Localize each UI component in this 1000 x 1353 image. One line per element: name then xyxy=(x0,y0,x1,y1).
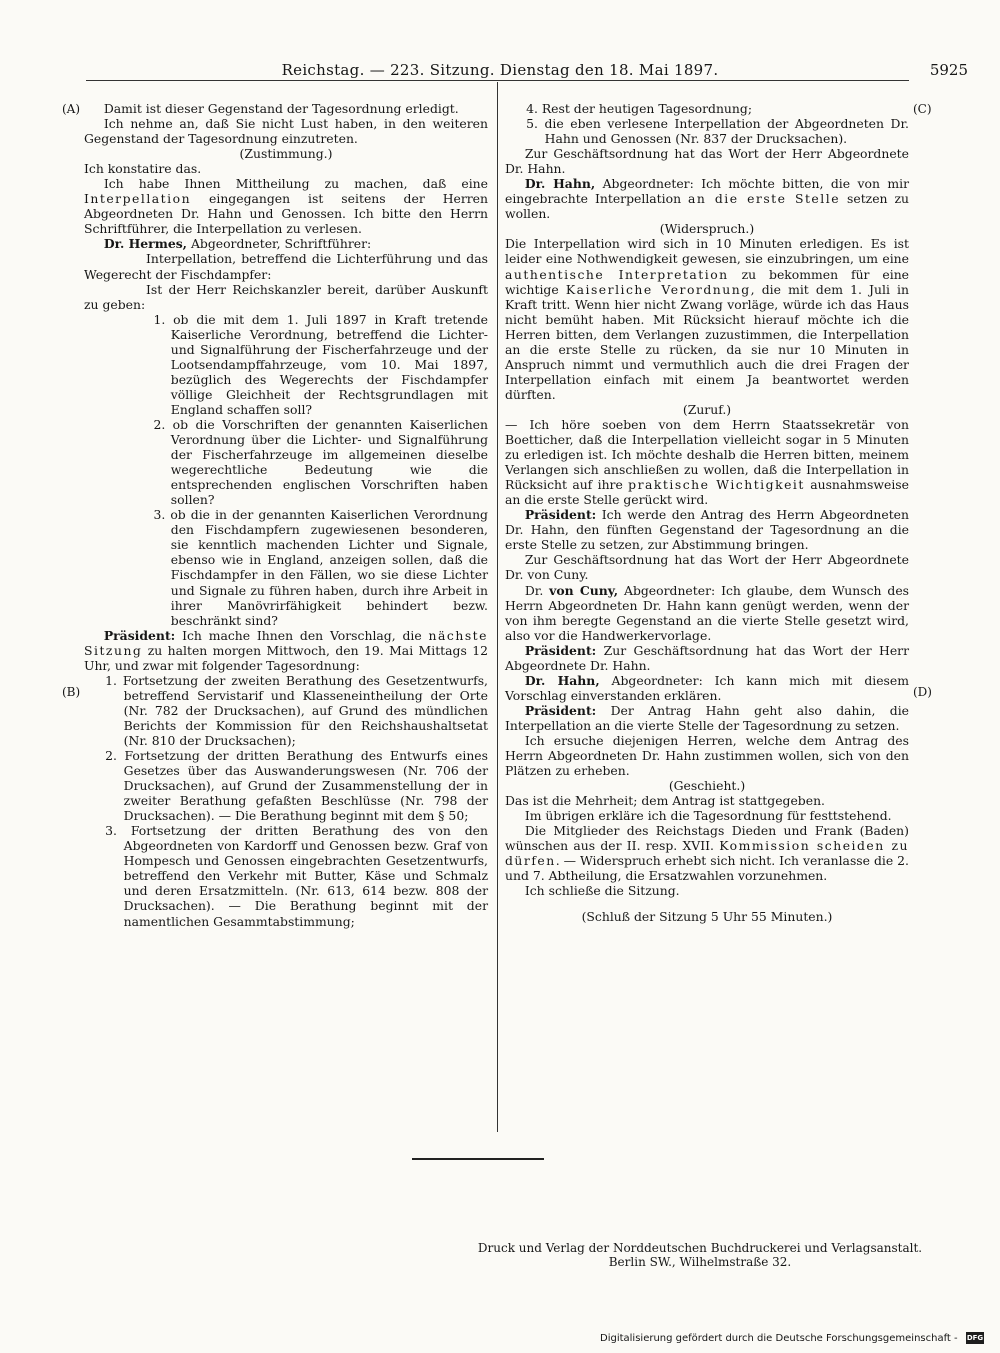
column-divider xyxy=(497,82,498,1132)
paragraph: Im übrigen erkläre ich die Tagesordnung für festtstehend. xyxy=(524,808,892,824)
page-number: 5925 xyxy=(929,61,968,79)
interjection: (Widerspruch.) xyxy=(659,221,755,237)
paragraph: — Ich höre soeben von dem Herrn Staatssekretär von Boetticher, daß die Interpellation vielleicht sogar in 5 Minuten zu erledigen ist. Ich möchte deshalb die Herren bitten, meinem Verlangen sich anschließen zu wollen, daß die Interpellation in Rücksicht auf ihre praktische Wichtigkeit ausnahmsweise an die erste Stelle gerückt wird. xyxy=(505,416,909,508)
left-column xyxy=(84,101,488,929)
imprint xyxy=(470,1241,930,1269)
digitization-note: Digitalisierung gefördert durch die Deutsche Forschungsgemeinschaft - xyxy=(600,1333,958,1344)
speaker-name: Präsident: xyxy=(524,507,597,523)
speaker-paragraph: Präsident: Der Antrag Hahn geht also dahin, die Interpellation an die vierte Stelle der Tagesordnung zu setzen. xyxy=(505,702,909,733)
imprint-publisher: Druck und Verlag der Norddeutschen Buchdruckerei und Verlagsanstalt. xyxy=(477,1241,923,1255)
paragraph: Damit ist dieser Gegenstand der Tagesordnung erledigt. xyxy=(103,101,459,116)
agenda-item: 4. Rest der heutigen Tagesordnung; xyxy=(526,101,752,116)
agenda-item: 1. Fortsetzung der zweiten Berathung des Gesetzentwurfs, betreffend Servistarif und Klasseneintheilung der Orte (Nr. 782 der Drucksachen), auf Grund des mündlichen Berichts der Kommission für den Reichshaushaltsetat (Nr. 810 der Drucksachen); xyxy=(105,672,488,748)
paragraph: Die Interpellation wird sich in 10 Minuten erledigen. Es ist leider eine Nothwendigkeit gewesen, sie einzubringen, um eine authentische Interpretation zu bekommen für eine wichtige Kaiserliche Verordnung, die mit dem 1. Juli in Kraft tritt. Wenn hier nicht Zwang vorläge, würde ich das Haus nicht bemüht haben. Mit Rücksicht hierauf möchte ich die Herren bitten, dem Verlangen zuzustimmen, die Interpellation an die erste Stelle zu rücken, da sie nur 10 Minuten in Anspruch nimmt und vermuthlich auch die drei Fragen der Interpellation einfach mit einem Ja beantwortet werden dürften. xyxy=(505,236,910,402)
imprint-address: Berlin SW., Wilhelmstraße 32. xyxy=(608,1255,792,1269)
margin-mark-b: (B) xyxy=(62,685,81,699)
speaker-name: von Cuny, xyxy=(549,582,619,598)
margin-mark-a: (A) xyxy=(62,102,81,116)
speaker-name: Präsident: xyxy=(103,627,176,643)
speaker-paragraph: Dr. von Cuny, Abgeordneter: Ich glaube, dem Wunsch des Herrn Abgeordneten Dr. Hahn kann genügt werden, wenn der von ihm beregte Gegenstand an die vierte Stelle gesetzt wird, also vor die Handwerkervorlage. xyxy=(505,582,910,643)
speaker-paragraph: Präsident: Zur Geschäftsordnung hat das Wort der Herr Abgeordnete Dr. Hahn. xyxy=(505,642,909,673)
paragraph: Ist der Herr Reichskanzler bereit, darüber Auskunft zu geben: xyxy=(84,281,488,312)
agenda-item: 2. Fortsetzung der dritten Berathung des Entwurfs eines Gesetzes über das Auswanderungswesen (Nr. 706 der Drucksachen), auf Grund der Zusammenstellung der in zweiter Berathung gefaßten Beschlüsse (Nr. 798 der Drucksachen). — Die Berathung beginnt mit dem § 50; xyxy=(105,748,488,824)
margin-mark-c: (C) xyxy=(913,102,932,116)
speaker-name: Präsident: xyxy=(524,642,597,658)
agenda-item: 3. Fortsetzung der dritten Berathung des von den Abgeordneten von Kardorff und Genossen bezw. Graf von Hompesch und Genossen eingebrachten Gesetzentwurfs, betreffend den Verkehr mit Butter, Käse und Schmalz und deren Ersatzmitteln. (Nr. 613, 614 bezw. 808 der Drucksachen). — Die Berathung beginnt mit der namentlichen Gesammtabstimmung; xyxy=(105,823,488,929)
speaker-name: Dr. Hahn, xyxy=(524,176,596,192)
paragraph: Zur Geschäftsordnung hat das Wort der Herr Abgeordnete Dr. Hahn. xyxy=(505,146,909,177)
paragraph: Das ist die Mehrheit; dem Antrag ist stattgegeben. xyxy=(505,793,825,809)
paragraph: Ich konstatire das. xyxy=(84,161,202,177)
paragraph: Ich ersuche diejenigen Herren, welche dem Antrag des Herrn Abgeordneten Dr. Hahn zustimmen wollen, sich von den Plätzen zu erheben. xyxy=(505,732,909,779)
speaker-paragraph: Dr. Hahn, Abgeordneter: Ich möchte bitten, die von mir eingebrachte Interpellation an die erste Stelle setzen zu wollen. xyxy=(505,176,909,222)
speaker-name: Dr. Hermes, xyxy=(103,236,187,252)
paragraph: Ich schließe die Sitzung. xyxy=(524,883,680,899)
speaker-paragraph: Präsident: Ich werde den Antrag des Herrn Abgeordneten Dr. Hahn, den fünften Gegenstand der Tagesordnung an die erste Stelle zu setzen, zur Abstimmung bringen. xyxy=(505,507,909,553)
paragraph: Ich nehme an, daß Sie nicht Lust haben, in den weiteren Gegenstand der Tagesordnung einzutreten. xyxy=(84,116,488,147)
session-close: (Schluß der Sitzung 5 Uhr 55 Minuten.) xyxy=(581,909,833,925)
agenda-item: 5. die eben verlesene Interpellation der Abgeordneten Dr. Hahn und Genossen (Nr. 837 der Drucksachen). xyxy=(526,116,909,147)
list-item: 2. ob die Vorschriften der genannten Kaiserlichen Verordnung über die Lichter- und Signalführung der Fischerfahrzeuge im allgemeinen dieselbe wegerechtliche Bedeutung wie die entsprechenden englischen Vorschriften haben sollen? xyxy=(153,416,488,508)
list-item: 1. ob die mit dem 1. Juli 1897 in Kraft tretende Kaiserliche Verordnung, betreffend die Lichter- und Signalführung der Fischerfahrzeuge und der Lootsendampffahrzeuge, vom 10. Mai 1897, bezüglich des Wegerechts der Fischdampfer völlige Gleichheit der Rechtsgrundlagen mit England schaffen soll? xyxy=(153,311,488,417)
interjection: (Zuruf.) xyxy=(682,401,732,417)
paragraph: Die Mitglieder des Reichstags Dieden und Frank (Baden) wünschen aus der II. resp. XVII. Kommission scheiden zu dürfen. — Widerspruch erhebt sich nicht. Ich veranlasse die 2. und 7. Abtheilung, die Ersatzwahlen vorzunehmen. xyxy=(505,823,909,884)
header-title: Reichstag. — 223. Sitzung. Dienstag den 18. Mai 1897. xyxy=(281,61,719,79)
page-header xyxy=(60,55,968,83)
speaker-paragraph: Präsident: Ich mache Ihnen den Vorschlag, die nächste Sitzung zu halten morgen Mittwoch, den 19. Mai Mittags 12 Uhr, und zwar mit folgender Tagesordnung: xyxy=(84,627,488,673)
list-item: 3. ob die in der genannten Kaiserlichen Verordnung den Fischdampfern zugewiesenen besonderen, sie kenntlich machenden Lichter und Signale, ebenso wie in England, anzeigen sollen, daß die Fischdampfer in den Fällen, wo sie diese Lichter und Signale zu führen haben, durch ihre Arbeit in ihrer Manövrirfähigkeit behindert bezw. beschränkt sind? xyxy=(153,507,488,628)
margin-mark-d: (D) xyxy=(913,685,932,699)
speaker-paragraph: Dr. Hahn, Abgeordneter: Ich kann mich mit diesem Vorschlag einverstanden erklären. xyxy=(505,672,909,703)
closing-rule xyxy=(412,1158,544,1160)
speaker-name: Präsident: xyxy=(524,702,597,718)
speaker-paragraph: Dr. Hermes, Abgeordneter, Schriftführer: xyxy=(103,236,372,252)
paragraph: Ich habe Ihnen Mittheilung zu machen, daß eine Interpellation eingegangen ist seitens der Herren Abgeordneten Dr. Hahn und Genossen. Ich bitte den Herrn Schriftführer, die Interpellation zu verlesen. xyxy=(84,176,488,237)
paragraph: Zur Geschäftsordnung hat das Wort der Herr Abgeordnete Dr. von Cuny. xyxy=(505,552,909,583)
dfg-logo: DFG xyxy=(966,1334,984,1342)
interjection: (Geschieht.) xyxy=(668,778,746,794)
paragraph: Interpellation, betreffend die Lichterführung und das Wegerecht der Fischdampfer: xyxy=(84,251,488,282)
interjection: (Zustimmung.) xyxy=(239,146,333,162)
header-rule xyxy=(86,80,909,81)
right-column xyxy=(505,101,909,925)
speaker-name: Dr. Hahn, xyxy=(524,672,600,688)
